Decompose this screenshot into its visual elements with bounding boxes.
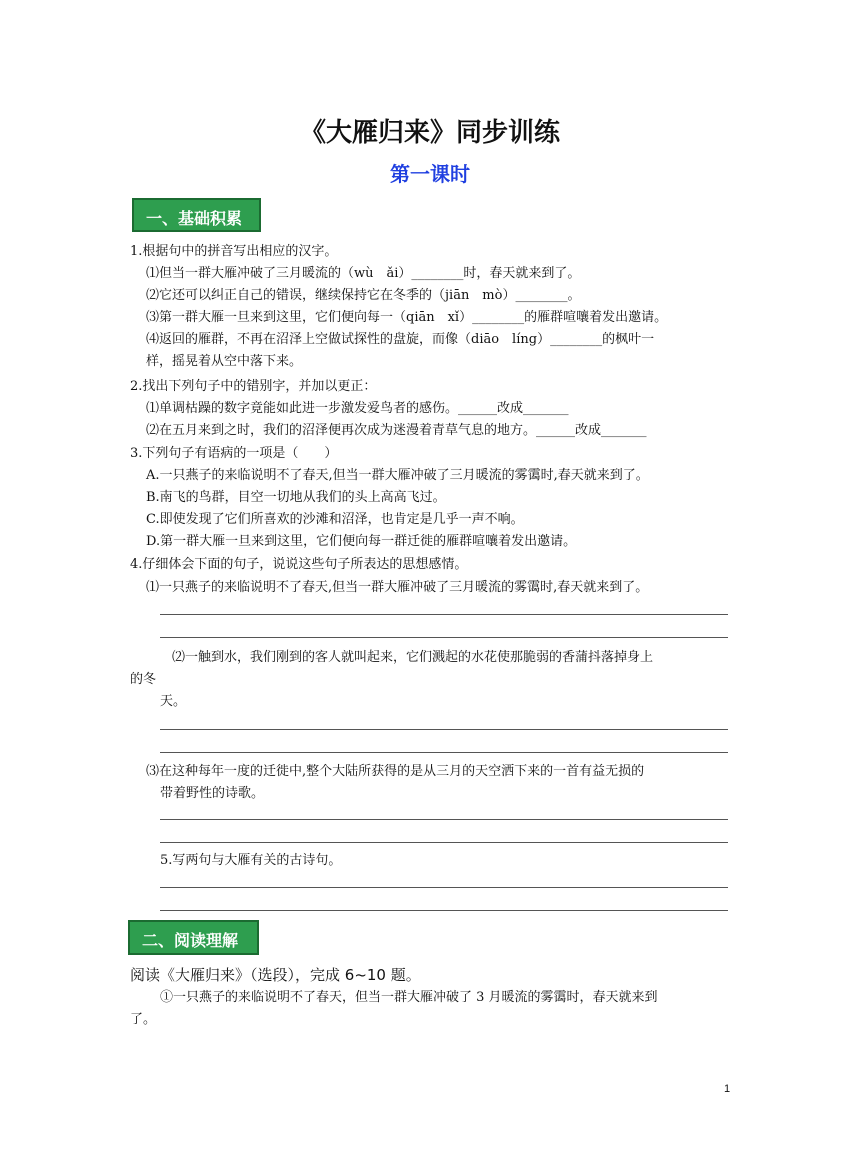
q1-item-3: ⑶第一群大雁一旦来到这里，它们便向每一（qiān xǐ）________的雁群喧嚷着发出邀请。 [146,310,668,325]
q4-stem: 4.仔细体会下面的句子，说说这些句子所表达的思想感情。 [130,557,468,572]
page-subtitle: 第一课时 [390,162,470,186]
q4-sentence-2-cont: 的冬 [130,672,157,687]
q1-item-4: ⑷返回的雁群，不再在沼泽上空做试探性的盘旋，而像（diāo líng）________的枫叶一 [146,332,655,347]
section-basic-accumulation: 一、基础积累 [132,198,261,232]
answer-line [160,887,728,888]
q2-stem: 2.找出下列句子中的错别字，并加以更正： [130,379,377,394]
q4-sentence-1: ⑴一只燕子的来临说明不了春天,但当一群大雁冲破了三月暖流的雾霭时,春天就来到了。 [146,580,649,595]
page-number: 1 [724,1083,731,1095]
q3-option-a: A.一只燕子的来临说明不了春天,但当一群大雁冲破了三月暖流的雾霭时,春天就来到了。 [146,468,649,483]
q3-stem: 3.下列句子有语病的一项是（ ） [130,446,338,461]
reading-instruction: 阅读《大雁归来》（选段），完成 6~10 题。 [130,966,421,984]
q2-item-2: ⑵在五月来到之时，我们的沼泽便再次成为迷漫着青草气息的地方。______改成_______ [146,423,647,438]
answer-line [160,910,728,911]
answer-line [160,614,728,615]
answer-line [160,819,728,820]
answer-line [160,752,728,753]
q4-sentence-2-end: 天。 [160,694,187,709]
q1-stem: 1.根据句中的拼音写出相应的汉字。 [130,244,338,259]
q4-sentence-3-cont: 带着野性的诗歌。 [160,786,265,801]
q4-sentence-3: ⑶在这种每年一度的迁徙中,整个大陆所获得的是从三月的天空洒下来的一首有益无损的 [146,764,645,779]
q1-item-2: ⑵它还可以纠正自己的错误，继续保持它在冬季的（jiān mò）________。 [146,288,581,303]
q2-item-1: ⑴单调枯躁的数字竟能如此进一步激发爱鸟者的感伤。______改成_______ [146,401,569,416]
page-title: 《大雁归来》同步训练 [299,118,560,148]
answer-line [160,842,728,843]
answer-line [160,729,728,730]
q1-item-4-cont: 样，摇晃着从空中落下来。 [146,354,303,369]
q5-stem: 5.写两句与大雁有关的古诗句。 [160,853,342,868]
q3-option-c: C.即使发现了它们所喜欢的沙滩和沼泽，也肯定是几乎一声不响。 [146,512,524,527]
section-reading-comprehension: 二、阅读理解 [128,920,259,955]
reading-paragraph-1: ①一只燕子的来临说明不了春天，但当一群大雁冲破了 3 月暖流的雾霭时，春天就来到 [160,990,658,1005]
q1-item-1: ⑴但当一群大雁冲破了三月暖流的（wù ǎi）________时，春天就来到了。 [146,266,581,281]
reading-paragraph-1-cont: 了。 [130,1012,157,1027]
q3-option-d: D.第一群大雁一旦来到这里，它们便向每一群迁徙的雁群喧嚷着发出邀请。 [146,534,577,549]
q4-sentence-2: ⑵一触到水，我们刚到的客人就叫起来，它们溅起的水花使那脆弱的香蒲抖落掉身上 [172,650,654,665]
answer-line [160,637,728,638]
q3-option-b: B.南飞的鸟群，目空一切地从我们的头上高高飞过。 [146,490,446,505]
